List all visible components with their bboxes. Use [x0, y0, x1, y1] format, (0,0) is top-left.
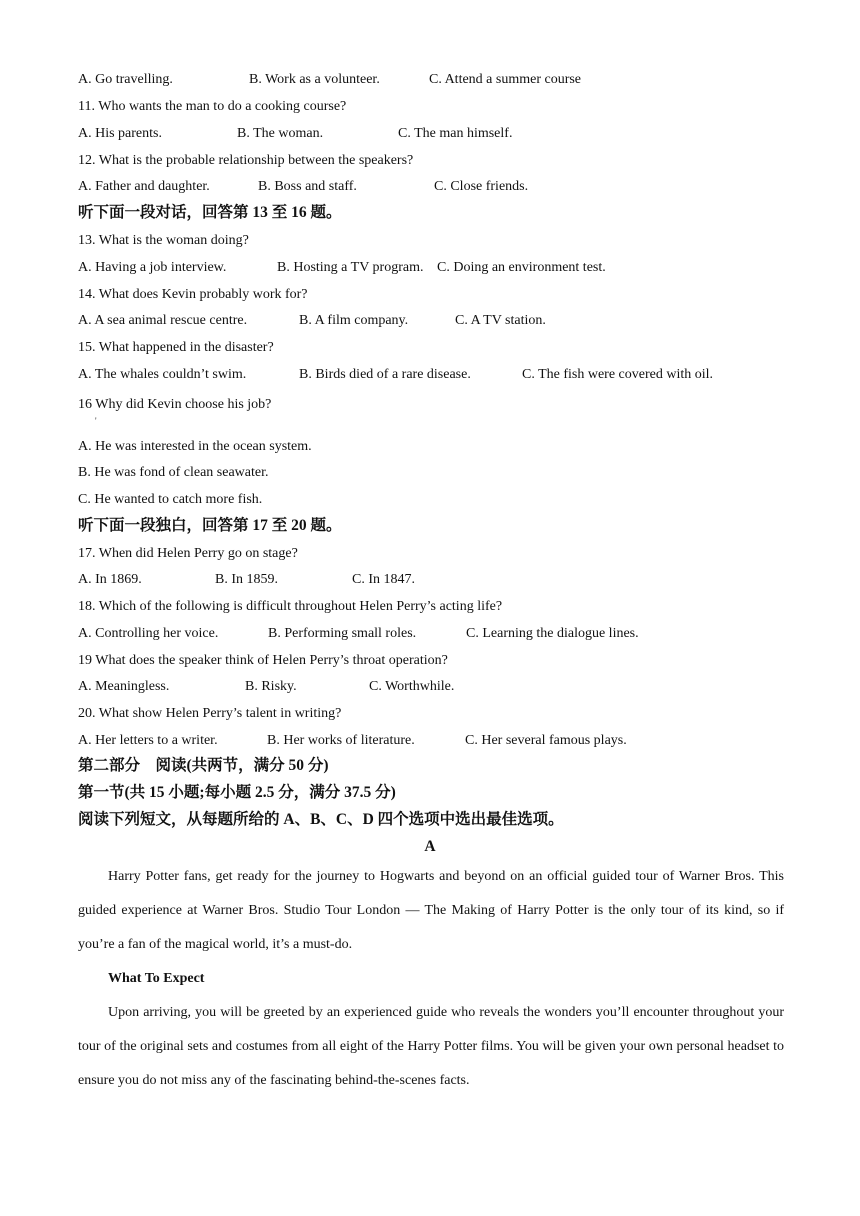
q11-option-b: B. The woman. [237, 126, 324, 141]
q20-option-a: A. Her letters to a writer. [78, 733, 218, 748]
q19-option-a: A. Meaningless. [78, 679, 170, 694]
q18-option-b: B. Performing small roles. [268, 626, 417, 641]
q20-option-c: C. Her several famous plays. [465, 733, 627, 748]
part-two-heading: 第二部分 阅读(共两节，满分 50 分) [78, 757, 329, 774]
q13-option-b: B. Hosting a TV program. [277, 260, 424, 275]
section-heading-17-20: 听下面一段独白，回答第 17 至 20 题。 [78, 517, 342, 534]
q16-option-a: A. He was interested in the ocean system. [78, 439, 312, 454]
q16-option-c: C. He wanted to catch more fish. [78, 492, 263, 507]
q10-option-c: C. Attend a summer course [429, 72, 582, 87]
q16-stem: 16 Why did Kevin choose his job? [78, 397, 272, 412]
q15-stem: 15. What happened in the disaster? [78, 340, 274, 355]
q17-stem: 17. When did Helen Perry go on stage? [78, 546, 298, 561]
q11-option-a: A. His parents. [78, 126, 162, 141]
q20-stem: 20. What show Helen Perry’s talent in writing? [78, 706, 342, 721]
q14-stem: 14. What does Kevin probably work for? [78, 287, 308, 302]
section-heading-13-16: 听下面一段对话，回答第 13 至 16 题。 [78, 204, 342, 221]
passage-subheading: What To Expect [108, 971, 205, 986]
q17-option-c: C. In 1847. [352, 572, 415, 587]
passage-body [78, 860, 784, 1098]
q19-stem: 19 What does the speaker think of Helen Perry’s throat operation? [78, 653, 448, 668]
q12-stem: 12. What is the probable relationship between the speakers? [78, 153, 414, 168]
q15-option-b: B. Birds died of a rare disease. [299, 367, 471, 382]
q12-option-a: A. Father and daughter. [78, 179, 210, 194]
q10-option-a: A. Go travelling. [78, 72, 173, 87]
q12-option-b: B. Boss and staff. [258, 179, 357, 194]
passage-paragraph-2: Upon arriving, you will be greeted by an experienced guide who reveals the wonders you’ll encounter throughout your tour of the original sets and costumes from all eight of the Harry Potter films. You will be given your own personal headset to ensure you do not miss any of the fascinating behind-the-scenes facts. [78, 1005, 784, 1088]
q19-option-b: B. Risky. [245, 679, 297, 694]
q18-option-c: C. Learning the dialogue lines. [466, 626, 639, 641]
q13-option-a: A. Having a job interview. [78, 260, 227, 275]
passage-letter: A [424, 838, 436, 855]
q12-option-c: C. Close friends. [434, 179, 529, 194]
q18-stem: 18. Which of the following is difficult throughout Helen Perry’s acting life? [78, 599, 503, 614]
q14-option-b: B. A film company. [299, 313, 409, 328]
passage-paragraph-1: Harry Potter fans, get ready for the journey to Hogwarts and beyond on an official guided tour of Warner Bros. This guided experience at Warner Bros. Studio Tour London — The Making of Harry Potter is the only tour of its kind, so if you’re a fan of the magical world, it’s a must-do. [78, 869, 784, 952]
q11-option-c: C. The man himself. [398, 126, 513, 141]
q11-stem: 11. Who wants the man to do a cooking course? [78, 99, 347, 114]
q19-option-c: C. Worthwhile. [369, 679, 455, 694]
q13-stem: 13. What is the woman doing? [78, 233, 249, 248]
reading-instruction: 阅读下列短文，从每题所给的 A、B、C、D 四个选项中选出最佳选项。 [78, 811, 564, 828]
q16-option-b: B. He was fond of clean seawater. [78, 465, 269, 480]
q17-option-a: A. In 1869. [78, 572, 142, 587]
stray-mark: ' [95, 416, 97, 426]
section-one-heading: 第一节(共 15 小题;每小题 2.5 分，满分 37.5 分) [78, 784, 396, 801]
q18-option-a: A. Controlling her voice. [78, 626, 219, 641]
q15-option-c: C. The fish were covered with oil. [522, 367, 714, 382]
q15-option-a: A. The whales couldn’t swim. [78, 367, 247, 382]
q20-option-b: B. Her works of literature. [267, 733, 415, 748]
q14-option-c: C. A TV station. [455, 313, 546, 328]
q10-option-b: B. Work as a volunteer. [249, 72, 380, 87]
q13-option-c: C. Doing an environment test. [437, 260, 606, 275]
q17-option-b: B. In 1859. [215, 572, 278, 587]
q14-option-a: A. A sea animal rescue centre. [78, 313, 248, 328]
